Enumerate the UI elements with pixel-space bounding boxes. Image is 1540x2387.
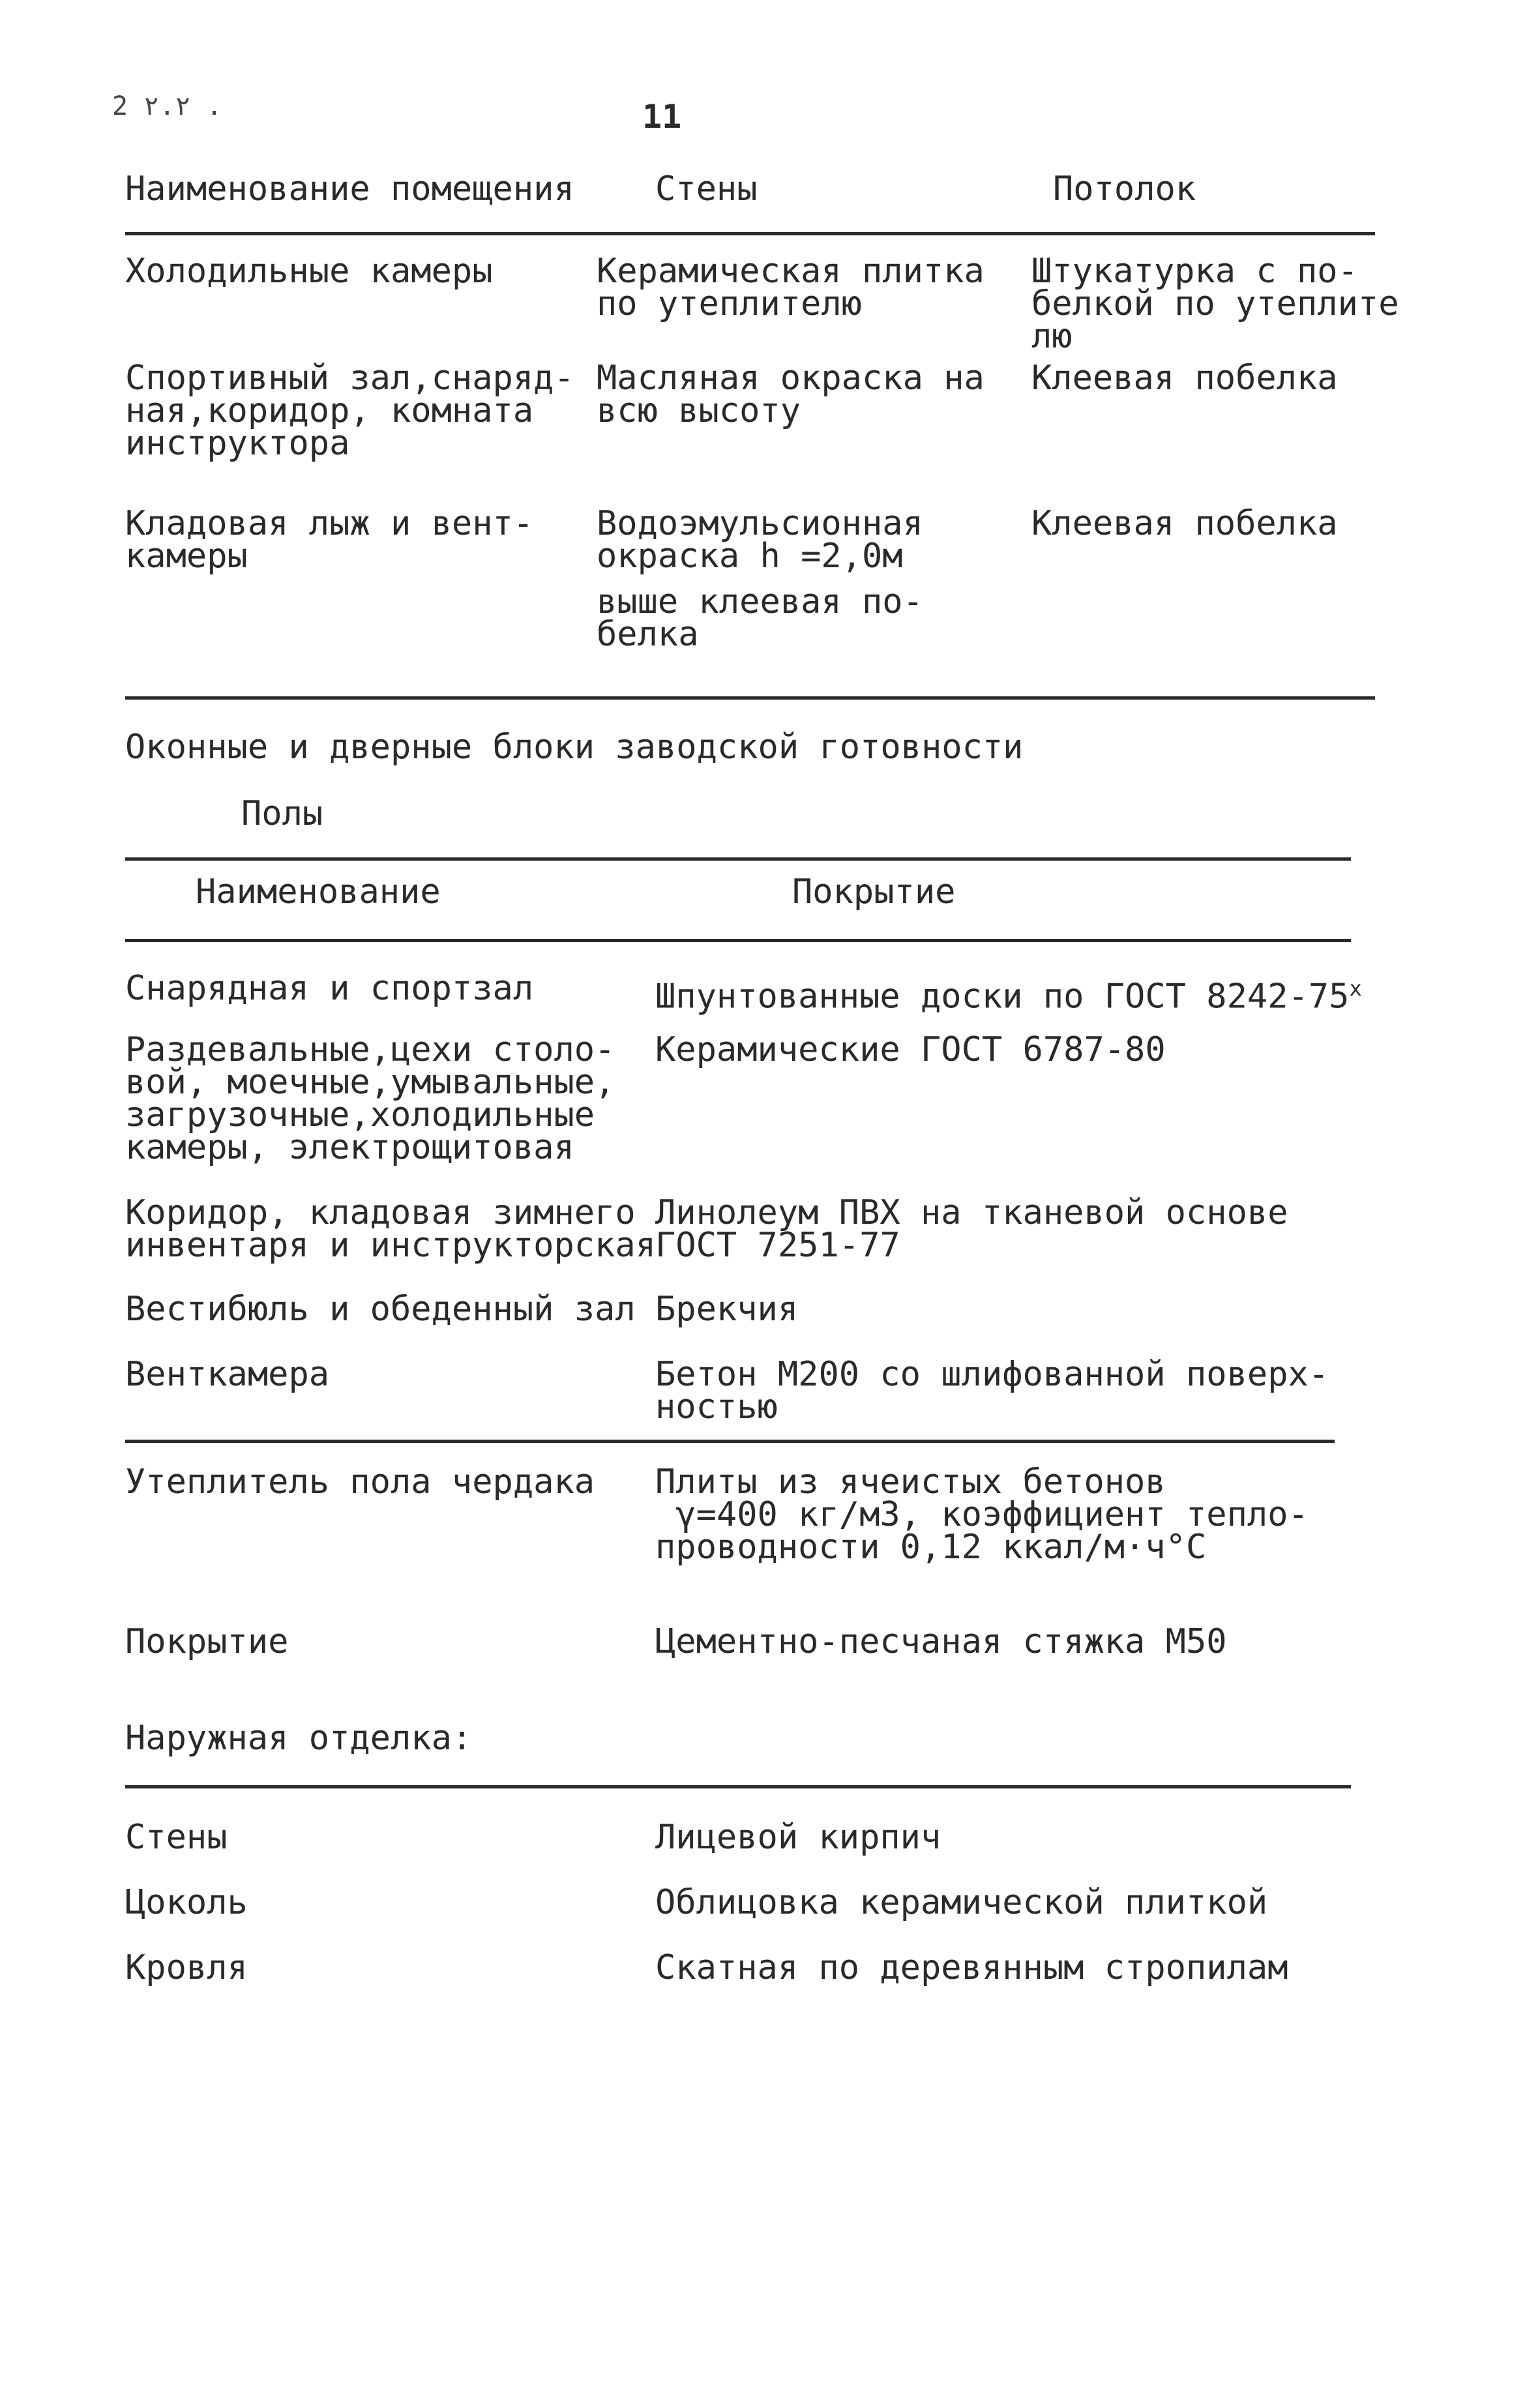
rooms-row-1-name-line-1: Холодильные камеры bbox=[125, 252, 493, 291]
blocks-line: Оконные и дверные блоки заводской готовности bbox=[125, 728, 1024, 767]
rooms-header-ceiling: Потолок bbox=[1053, 170, 1196, 209]
rooms-row-2-ceiling-line-1: Клеевая побелка bbox=[1031, 359, 1338, 398]
floors-row-3-cover-line-2: ГОСТ 7251-77 bbox=[655, 1226, 900, 1265]
floors-row-5-cover-line-1: Бетон М200 со шлифованной поверх- bbox=[655, 1355, 1329, 1394]
exterior-row-2-value: Облицовка керамической плиткой bbox=[655, 1883, 1268, 1922]
rooms-row-3-ceiling-line-1: Клеевая побелка bbox=[1031, 504, 1338, 543]
rooms-row-2-walls-line-2: всю высоту bbox=[597, 391, 801, 430]
rooms-row-2-name-line-1: Спортивный зал,снаряд- bbox=[125, 359, 574, 398]
page-number: 11 bbox=[642, 98, 682, 136]
corner-mark: 2 ۲.۲ . bbox=[112, 91, 222, 121]
floors-row-1-cover-sup: х bbox=[1349, 976, 1362, 1001]
floors-row-4-name: Вестибюль и обеденный зал bbox=[125, 1290, 636, 1329]
floors-row-3-cover-line-1: Линолеум ПВХ на тканевой основе bbox=[655, 1193, 1288, 1232]
attic-insulation-label: Утеплитель пола чердака bbox=[125, 1462, 595, 1502]
rooms-header-walls: Стены bbox=[655, 170, 758, 209]
rooms-row-2-walls-line-1: Масляная окраска на bbox=[597, 359, 985, 398]
exterior-title: Наружная отделка: bbox=[125, 1719, 473, 1758]
rooms-row-1-walls-line-2: по утеплителю bbox=[597, 284, 862, 323]
rooms-bottom-rule bbox=[125, 696, 1375, 700]
rooms-row-3-walls-line-4: белка bbox=[597, 615, 699, 654]
floors-row-3-name-line-2: инвентаря и инструкторская bbox=[125, 1226, 656, 1265]
floors-header-cover: Покрытие bbox=[792, 872, 956, 912]
rooms-row-1-ceiling-line-2: белкой по утеплите bbox=[1031, 284, 1399, 323]
roof-cover-label: Покрытие bbox=[125, 1622, 289, 1661]
floors-row-2-name-line-3: загрузочные,холодильные bbox=[125, 1095, 595, 1134]
floors-row-2-name-line-4: камеры, электрощитовая bbox=[125, 1128, 574, 1167]
floors-row-5-name: Венткамера bbox=[125, 1355, 330, 1394]
exterior-row-1-value: Лицевой кирпич bbox=[655, 1818, 941, 1857]
rooms-row-3-walls-line-1: Водоэмульсионная bbox=[597, 504, 923, 543]
rooms-header-rule bbox=[125, 232, 1375, 235]
floors-row-5-cover-line-2: ностью bbox=[655, 1387, 778, 1427]
attic-insulation-value-line-1: Плиты из ячеистых бетонов bbox=[655, 1462, 1166, 1502]
exterior-row-1-label: Стены bbox=[125, 1818, 228, 1857]
rooms-row-1-ceiling-line-3: лю bbox=[1031, 317, 1073, 356]
exterior-rule bbox=[125, 1785, 1351, 1788]
floors-row-2-cover: Керамические ГОСТ 6787-80 bbox=[655, 1030, 1166, 1069]
floors-header-rule bbox=[125, 939, 1351, 942]
rooms-row-1-walls-line-1: Керамическая плитка bbox=[597, 252, 985, 291]
floors-row-1-cover bbox=[655, 970, 1362, 1015]
exterior-row-2-label: Цоколь bbox=[125, 1883, 248, 1922]
rooms-row-3-walls-line-3: выше клеевая по- bbox=[597, 582, 923, 621]
attic-insulation-value-line-2: γ=400 кг/м3, коэффициент тепло- bbox=[655, 1495, 1309, 1534]
exterior-row-3-label: Кровля bbox=[125, 1948, 248, 1987]
rooms-row-3-name-line-1: Кладовая лыж и вент- bbox=[125, 504, 534, 543]
floors-row-3-name-line-1: Коридор, кладовая зимнего bbox=[125, 1193, 636, 1232]
rooms-row-3-name-line-2: камеры bbox=[125, 537, 248, 576]
floors-row-4-cover: Брекчия bbox=[655, 1290, 799, 1329]
roof-cover-value: Цементно-песчаная стяжка М50 bbox=[655, 1622, 1227, 1661]
floors-row-1-name: Снарядная и спортзал bbox=[125, 969, 534, 1008]
rooms-row-1-ceiling-line-1: Штукатурка с по- bbox=[1031, 252, 1358, 291]
attic-insulation-value-line-3: проводности 0,12 ккал/м·ч°С bbox=[655, 1528, 1207, 1567]
rooms-header-name: Наименование помещения bbox=[125, 170, 574, 209]
rooms-row-3-walls-line-2: окраска h =2,0м bbox=[597, 537, 903, 576]
floors-title: Полы bbox=[241, 794, 323, 833]
floors-row-2-name-line-1: Раздевальные,цехи столо- bbox=[125, 1030, 615, 1069]
rooms-row-2-name-line-3: инструктора bbox=[125, 424, 350, 463]
floors-top-rule bbox=[125, 857, 1351, 861]
rooms-row-2-name-line-2: ная,коридор, комната bbox=[125, 391, 534, 430]
floors-row-2-name-line-2: вой, моечные,умывальные, bbox=[125, 1063, 615, 1102]
floors-bottom-rule bbox=[125, 1440, 1335, 1443]
floors-row-1-cover-text: Шпунтованные доски по ГОСТ 8242-75 bbox=[655, 977, 1350, 1016]
exterior-row-3-value: Скатная по деревянным стропилам bbox=[655, 1948, 1288, 1987]
floors-header-name: Наименование bbox=[196, 872, 441, 912]
